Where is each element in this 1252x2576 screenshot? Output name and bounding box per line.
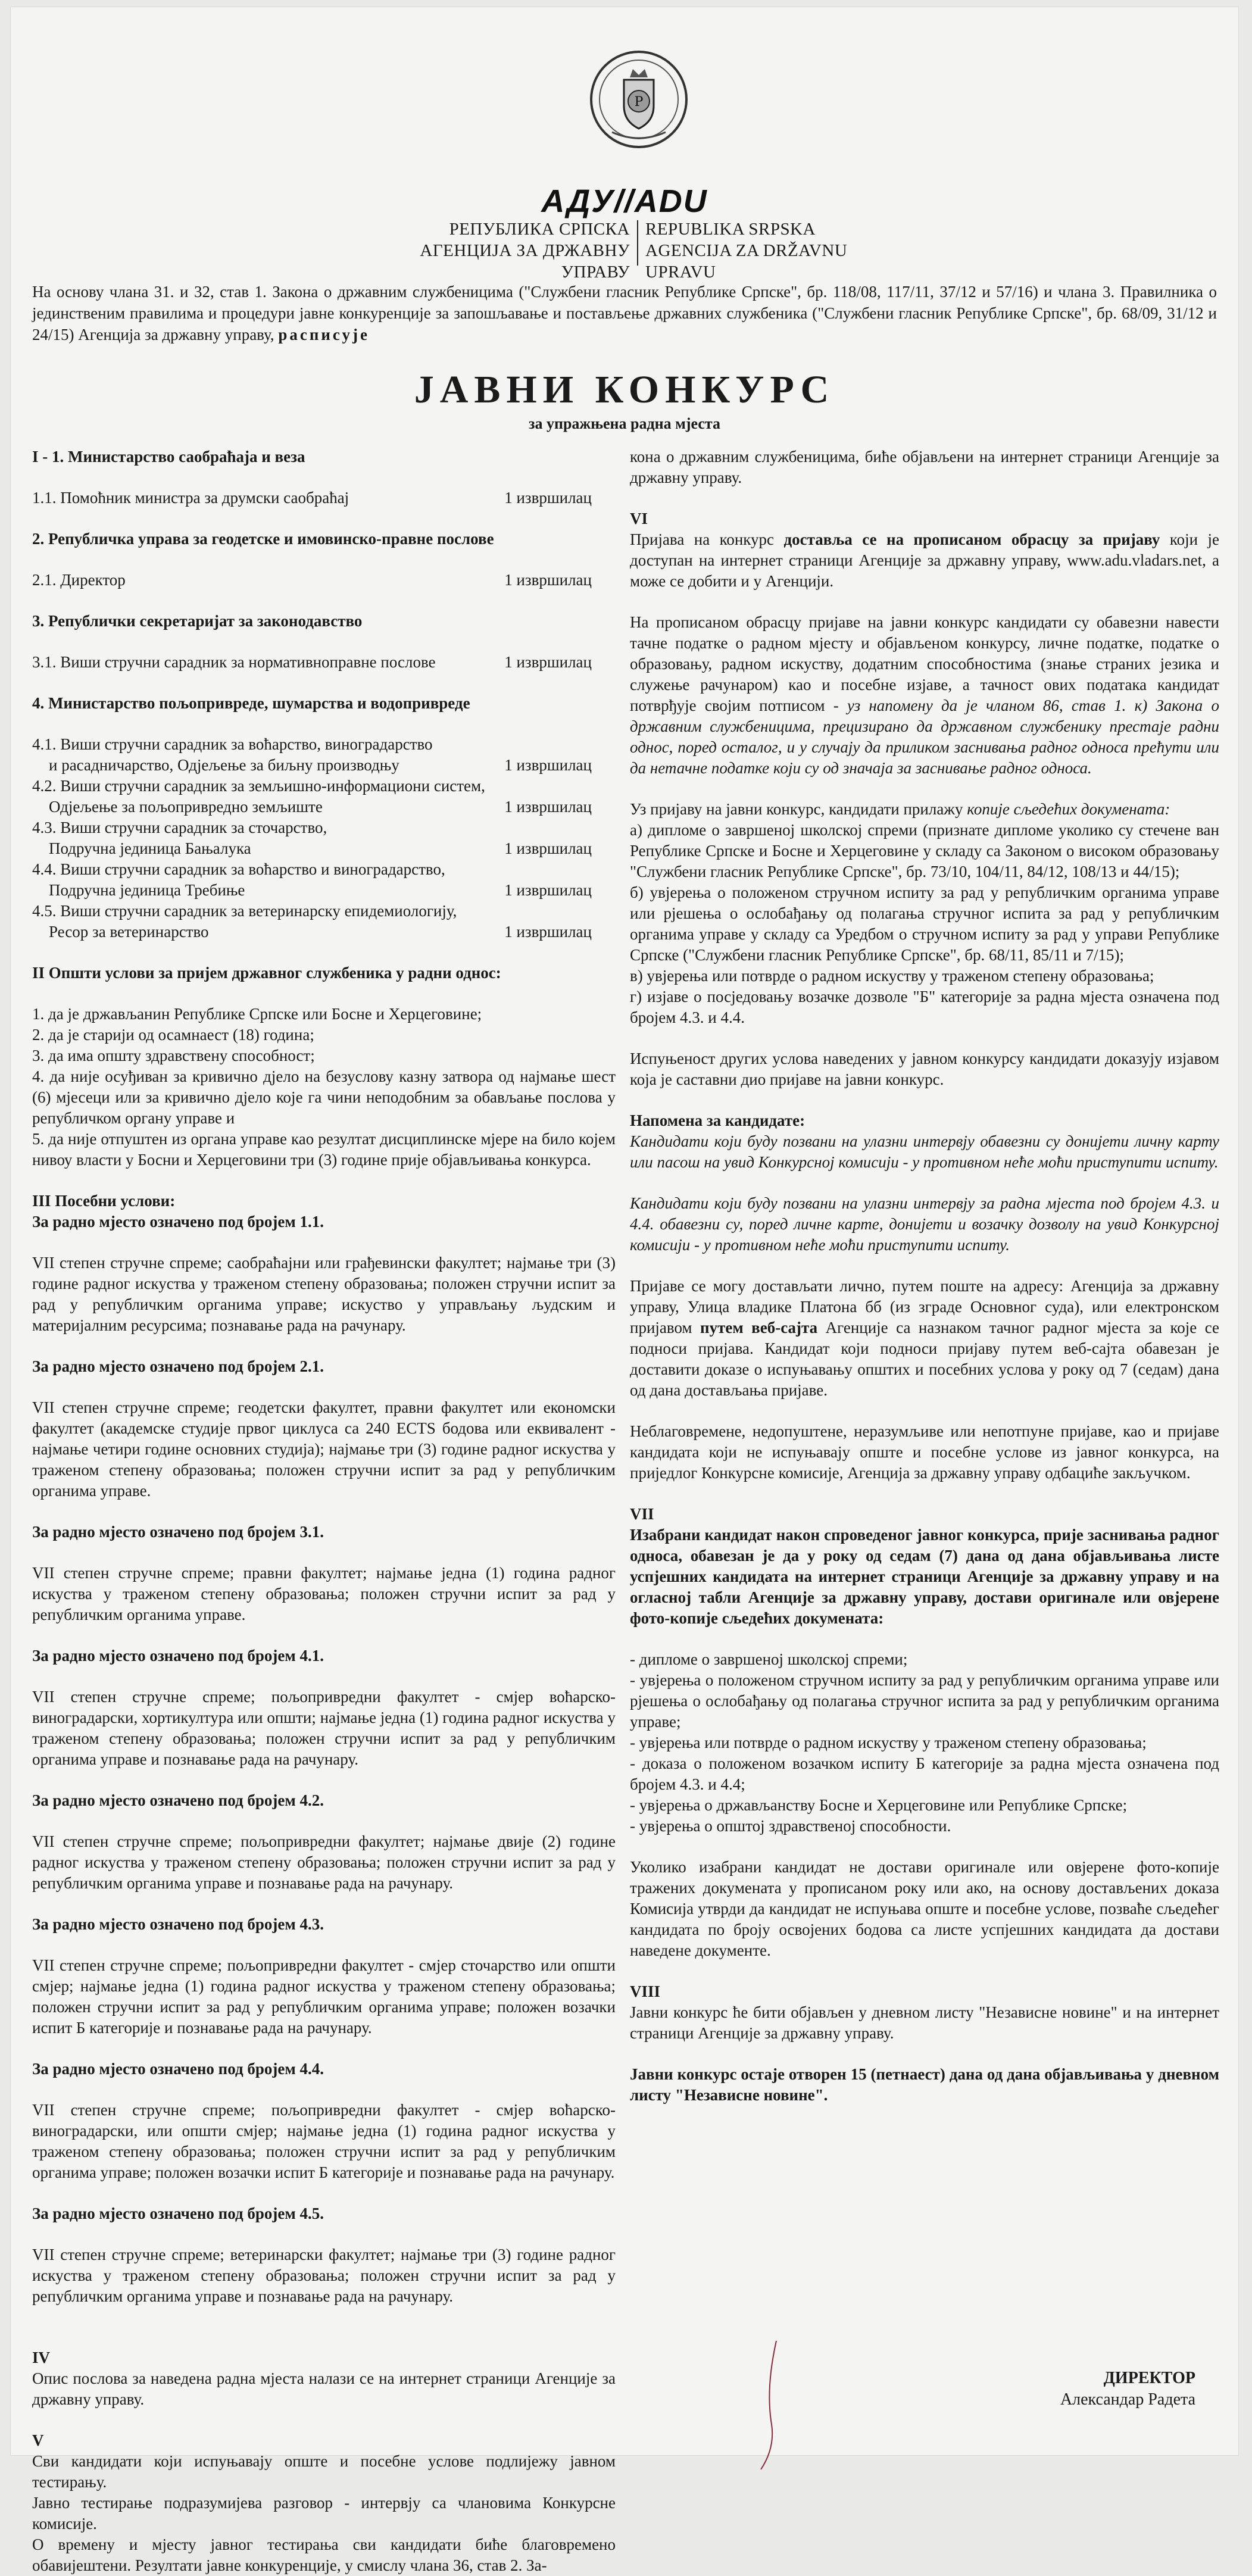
position-item: Одјељење за пољопривредно земљиште 1 извршилац [49,798,592,816]
list-item: - увјерења о општој здравственој способности. [630,1817,951,1835]
condition-heading: За радно мјесто означено под бројем 4.5. [32,2205,324,2222]
list-item: 1. да је држављанин Републике Српске или Босне и Херцеговине; [32,1005,482,1023]
position-item: 4.4. Виши стручни сарадник за воћарство и виноградарство, [32,860,445,878]
paragraph: Уколико изабрани кандидат не достави оригинале или овјерене фото-копије тражених докумената у прописаном року или ако, на основу достављених доказа Комисија утврди да кандидат не испуњава опште и посебне услове, позваће сљедећег кандидата по броју освојених бодова са листе успјешних кандидата да достави наведене документе. [630,1858,1219,1959]
condition-heading: За радно мјесто означено под бројем 2.1. [32,1357,324,1375]
list-item: - увјерења о држављанству Босне и Херцеговине или Републике Српске; [630,1796,1128,1814]
svg-text:Р: Р [634,95,644,110]
section-heading: II Општи услови за пријем државног службеника у радни однос: [32,964,501,982]
paragraph: Изабрани кандидат након спроведеног јавног конкурса, прије заснивања радног односа, обавезан је да у року од седам (7) дана од дана објављивања листе успјешних кандидата на интернет страници Агенције за државну управу и на огласној табли Агенције за државну управу, достави оригинале или овјерене фото-копије сљедећих докумената: [630,1526,1219,1627]
required-documents-list [630,820,1219,1028]
section-heading: VII [630,1505,654,1523]
position-item: Подручна јединица Бањалука 1 извршилац [49,839,592,857]
signature-block [904,2368,1195,2410]
position-item: Подручна јединица Требиње 1 извршилац [49,881,592,899]
position-item: 2.1. Директор 1 извршилац [32,571,592,589]
pen-mark [754,2341,789,2469]
section-heading: V [32,2431,44,2449]
paragraph: Неблаговремене, недопуштене, неразумљиве или непотпуне пријаве, као и пријаве кандидата који не испуњавају опште и посебне услове из јавног конкурса, на приједлог Конкурсне комисије, Агенција за државну управу одбациће закључком. [630,1422,1219,1482]
position-item: 4.1. Виши стручни сарадник за воћарство, виноградарство [32,735,433,753]
list-item: 2. да је старији од осамнаест (18) година; [32,1026,314,1044]
condition-heading: За радно мјесто означено под бројем 4.3. [32,1915,324,1933]
position-item: 3.1. Виши стручни сарадник за нормативноправне послове 1 извршилац [32,653,592,671]
paragraph: Јавни конкурс ће бити објављен у дневном листу "Независне новине" и на интернет страници Агенције за државну управу. [630,2003,1219,2042]
paragraph: Испуњеност других услова наведених у јавном конкурсу кандидати доказују изјавом која је саставни дио пријаве на јавни конкурс. [630,1050,1219,1088]
agency-logo: АДУ//ADU [541,183,708,219]
list-item: - увјерења о положеном стручном испиту за рад у републичким органима управе или рјешења о ослобађању од полагања стручног испита за рад у републичким органима управе; [630,1671,1219,1731]
note-paragraph: Кандидати који буду позвани на улазни интервју за радна мјеста под бројем 4.3. и 4.4. обавезни су, поред личне карте, донијети и возачку дозволу на увид Конкурсној комисији - у противном неће моћи приступити испиту. [630,1194,1219,1254]
list-item: 5. да није отпуштен из органа управе као резултат дисциплинске мјере на било којем нивоу власти у Босни и Херцеговини три (3) године прије објављивања конкурса. [32,1130,616,1169]
section-heading: IV [32,2349,51,2366]
section-heading: 4. Министарство пољопривреде, шумарства и водопривреде [32,694,470,712]
list-item: - доказа о положеном возачком испиту Б категорије за радна мјеста означена под бројем 4.3. и 4.4; [630,1754,1219,1793]
paragraph: Пријава на конкурс доставља се на прописаном обрасцу за пријаву који је доступан на интернет страници Агенције за државну управу, www.adu.vladars.net, а може се добити и у Агенцији. [630,530,1219,590]
position-item: 4.5. Виши стручни сарадник за ветеринарску епидемиологију, [32,902,457,920]
paragraph: Уз пријаву на јавни конкурс, кандидати прилажу копије сљедећих докумената: [630,800,1170,818]
condition-text: VII степен стручне спреме; пољопривредни факултет - смјер воћарско-виноградарски, хортикултура или општи; најмање једна (1) година радног искуства у траженом степену образовања; положен стручни испит за рад у републичким органима управе и познавање рада на рачунару. [32,1688,616,1768]
org-divider [637,220,638,266]
paragraph: Јавни конкурс остаје отворен 15 (петнаест) дана од дана објављивања у дневном листу "Независне новине". [630,2065,1219,2104]
condition-heading: За радно мјесто означено под бројем 3.1. [32,1523,324,1541]
signer-role: ДИРЕКТОР [1103,2369,1195,2387]
condition-text: VII степен стручне спреме; пољопривредни факултет; најмање двије (2) године радног искуства у траженом степену образовања; положен стручни испит за рад у републичким органима управе и познавање рада на рачунару. [32,1832,616,1892]
condition-text: VII степен стручне спреме; пољопривредни факултет - смјер сточарство или општи смјер; најмање једна (1) година радног искуства у траженом степену образовања; положен стручни испит за рад у републичким органима управе; положен возачки испит Б категорије и познавање рада на рачунару. [32,1956,616,2037]
condition-heading: За радно мјесто означено под бројем 4.4. [32,2060,324,2078]
original-documents-list [630,1649,1219,1837]
header [11,31,1238,282]
org-name-cyrillic: РЕПУБЛИКА СРПСКА АГЕНЦИЈА ЗА ДРЖАВНУ УПРАВУ [420,220,630,282]
paragraph: На прописаном обрасцу пријаве на јавни конкурс кандидати су обавезни навести тачне податке о радном мјесту и објављеном конкурсу, личне податке, податке о образовању, радном искуству, додатним способностима (знање страних језика и служење рачунаром) као и посебне изјаве, а тачност ових података кандидат потврђује својим потписом - уз напомену да је чланом 86, став 1. к) Закона о државним службеницима, прецизирано да државном службенику престаје радни однос, поред осталог, и у случају да приликом заснивања радног односа прећути или да нетачне податке који су од значаја за заснивање радног односа. [630,613,1219,777]
condition-heading: За радно мјесто означено под бројем 1.1. [32,1213,324,1231]
list-item: 3. да има општу здравствену способност; [32,1047,315,1064]
signer-name: Александар Радета [1060,2390,1195,2409]
list-item: 4. да није осуђиван за кривично дјело на безуслову казну затвора од најмање шест (6) мјесеци или за кривично дјело које га чини неподобним за обављање послова у републичком органу управе и [32,1067,616,1127]
list-item: г) изјаве о посједовању возачке дозволе "Б" категорије за радна мјеста означена под бројем 4.3. и 4.4. [630,988,1219,1026]
intro-paragraph: На основу члана 31. и 32, став 1. Закона о државним службеницима ("Службени гласник Републике Српске", бр. 118/08, 117/11, 37/12 и 57/16) и члана 3. Правилника о јединственим правилима и процедури јавне конкуренције за запошљавање и постављење државних службеника ("Службени гласник Републике Српске", бр. 68/09, 31/12 и 24/15) Агенција за државну управу, расписује [32,283,1217,344]
list-item: в) увјерења или потврде о радном искуству у траженом степену образовања; [630,967,1154,985]
list-item: а) дипломе о завршеној школској спреми (признате дипломе уколико су стечене ван Републике Српске и Босне и Херцеговине у складу са Законом о високом образовању "Службени гласник Републике Српске", бр. 73/10, 104/11, 84/12, 108/13 и 44/15); [630,821,1219,880]
newspaper-page [11,7,1238,2574]
org-name-latin: REPUBLIKA SRPSKA AGENCIJA ZA DRŽAVNU UPRAVU [645,220,848,282]
condition-text: VII степен стручне спреме; правни факултет; најмање једна (1) година радног искуства у траженом степену образовања; положен стручни испит за рад у републичким органима управе. [32,1564,616,1623]
note-heading: Напомена за кандидате: [630,1111,805,1129]
paragraph: Сви кандидати који испуњавају опште и посебне услове подлијежу јавном тестирању. [32,2452,616,2491]
section-heading: VIII [630,1982,661,2000]
condition-text: VII степен стручне спреме; ветеринарски факултет; најмање три (3) године радног искуства у траженом степену образовања; положен стручни испит за рад у републичким органима управе и познавање рада на рачунару. [32,2246,616,2305]
position-item: 1.1. Помоћник министра за друмски саобраћај 1 извршилац [32,489,592,507]
coat-of-arms-icon [588,49,689,150]
condition-heading: За радно мјесто означено под бројем 4.2. [32,1791,324,1809]
paragraph: кона о државним службеницима, биће објављени на интернет страници Агенције за државну управу. [630,448,1219,486]
condition-text: VII степен стручне спреме; геодетски факултет, правни факултет или економски факултет (академске студије првог циклуса са 240 ЕCTS бодова или еквивалент - најмање четири године основних студија); најмање три (3) године радног искуства у траженом степену образовања; положен стручни испит за рад у републичким органима управе. [32,1398,616,1500]
page-subtitle: за упражњена радна мјеста [529,415,720,432]
general-conditions-list [32,1004,616,1170]
position-item: Ресор за ветеринарство 1 извршилац [49,923,592,941]
list-item: - дипломе о завршеној школској спреми; [630,1650,908,1668]
paragraph: Јавно тестирање подразумијева разговор - интервју са члановима Конкурсне комисије. [32,2494,616,2533]
paragraph: О времену и мјесту јавног тестирања сви кандидати биће благовремено обавијештени. Резултати јавне конкуренције, у смислу члана 36, став 2. За- [32,2536,616,2574]
list-item: б) увјерења о положеном стручном испиту за рад у републичким органима управе или рјешења о ослобађању од полагања стручног испита за рад у републичким органима управе у складу са Уредбом о стручном испиту за рад у управи Републике Српске ("Службени гласник Републике Српске", бр. 68/11, 85/11 и 7/15); [630,883,1219,964]
section-heading: VI [630,510,648,527]
paragraph: Опис послова за наведена радна мјеста налази се на интернет страници Агенције за државну управу. [32,2369,616,2408]
condition-heading: За радно мјесто означено под бројем 4.1. [32,1647,324,1665]
paragraph: Пријаве се могу достављати лично, путем поште на адресу: Агенција за државну управу, Улица владике Платона бб (из зграде Основног суда), или електронском пријавом путем веб-сајта Агенције са назнаком тачног радног мјеста за које се подноси пријава. Кандидат који подноси пријаву путем веб-сајта обавезан је доставити доказе о испуњавању општих и посебних услова у року од 7 (седам) дана од дана достављања пријаве. [630,1277,1219,1399]
section-heading: I - 1. Министарство саобраћаја и веза [32,448,305,466]
condition-text: VII степен стручне спреме; пољопривредни факултет - смјер воћарско-виноградарски, или општи смјер; најмање једна (1) година радног искуства у траженом степену образовања; положен стручни испит за рад у републичким органима управе; положен возачки испит Б категорије и познавање рада на рачунару. [32,2101,616,2181]
condition-text: VII степен стручне спреме; саобраћајни или грађевински факултет; најмање три (3) године радног искуства у траженом степену образовања; положен стручни испит за рад у републичким органима управе; искуство у управљању људским и материјалним ресурсима; познавање рада на рачунару. [32,1254,616,1334]
section-heading: III Посебни услови: [32,1192,176,1210]
note-paragraph: Кандидати који буду позвани на улазни интервју обавезни су донијети личну карту или пасош на увид Конкурсној комисији - у противном неће моћи приступити испиту. [630,1132,1219,1171]
section-heading: 3. Републички секретаријат за законодавство [32,612,363,630]
section-heading: 2. Републичка управа за геодетске и имовинско-правне послове [32,530,494,548]
left-column [32,446,616,2576]
position-item: 4.3. Виши стручни сарадник за сточарство, [32,819,327,836]
list-item: - увјерења или потврде о радном искуству у траженом степену образовања; [630,1734,1147,1751]
position-item: 4.2. Виши стручни сарадник за земљишно-информациони систем, [32,777,485,795]
right-column [630,446,1219,2126]
page-title: ЈАВНИ КОНКУРС [414,368,835,411]
position-item: и расадничарство, Одјељење за биљну производњу 1 извршилац [49,756,592,774]
